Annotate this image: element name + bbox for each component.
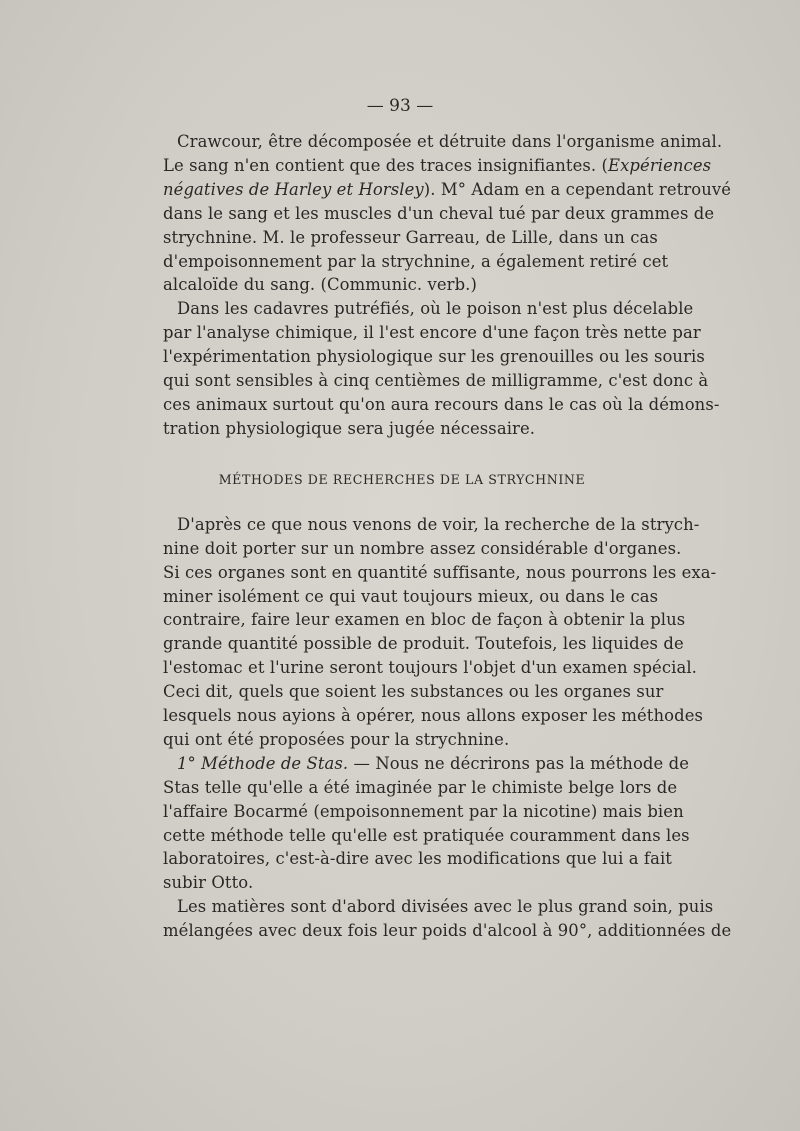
text-line [163, 752, 690, 776]
text-run: dans le sang et les muscles d'un cheval tué par deux grammes de [163, 203, 715, 223]
text-run: strychnine. M. le professeur Garreau, de Lille, dans un cas [163, 227, 658, 247]
text-run: Les matières sont d'abord divisées avec le plus grand soin, puis [177, 897, 714, 917]
paragraphs-before-heading [163, 130, 732, 441]
text-line [163, 154, 712, 178]
text-run: l'affaire Bocarmé (empoisonnement par la nicotine) mais bien [163, 801, 684, 821]
text-run: nine doit porter sur un nombre assez considérable d'organes. [163, 538, 682, 558]
text-run: ). M° Adam en a cependant retrouvé [423, 179, 732, 199]
text-run: Stas telle qu'elle a été imaginée par le chimiste belge lors de [163, 777, 678, 797]
text-run: l'estomac et l'urine seront toujours l'objet d'un examen spécial. [163, 658, 697, 678]
text-line [163, 393, 720, 417]
text-line [163, 178, 732, 202]
paragraph-p2 [163, 297, 720, 440]
text-line [163, 250, 669, 274]
text-run: Dans les cadavres putréfiés, où le poison n'est plus décelable [177, 299, 694, 319]
text-line [163, 656, 697, 680]
paragraph-p4 [163, 752, 690, 895]
text-line [163, 895, 714, 919]
section-heading: MÉTHODES DE RECHERCHES DE LA STRYCHNINE [218, 471, 586, 487]
text-line [163, 704, 704, 728]
text-run: Si ces organes sont en quantité suffisante, nous pourrons les exa- [163, 562, 717, 582]
text-line [163, 608, 686, 632]
text-run: subir Otto. [163, 873, 254, 893]
text-run: — Nous ne décrirons pas la méthode de [348, 753, 690, 773]
text-line [163, 847, 672, 871]
text-line [163, 776, 678, 800]
text-line [163, 369, 709, 393]
text-run: Crawcour, être décomposée et détruite dans l'organisme animal. [177, 132, 723, 151]
text-line [163, 561, 717, 585]
text-run: grande quantité possible de produit. Toutefois, les liquides de [163, 634, 684, 654]
text-line [163, 417, 641, 441]
text-line [163, 202, 715, 226]
text-run: qui ont été proposées pour la strychnine. [163, 729, 510, 749]
text-line [163, 824, 690, 848]
paragraph-p1 [163, 130, 732, 297]
page-number: — 93 — [366, 96, 434, 116]
text-run: Le sang n'en contient que des traces insignifiantes. ( [163, 155, 609, 175]
italic-run: 1° Méthode de Stas. [177, 753, 349, 773]
text-line [163, 345, 705, 369]
text-line [163, 585, 659, 609]
text-run: laboratoires, c'est-à-dire avec les modifications que lui a fait [163, 849, 672, 869]
paragraph-p5 [163, 895, 732, 943]
body-text [163, 130, 732, 943]
text-run: d'empoisonnement par la strychnine, a également retiré cet [163, 251, 669, 271]
italic-run: négatives de Harley et Horsley [163, 179, 424, 199]
text-run: alcaloïde du sang. (Communic. verb.) [163, 275, 477, 295]
text-run: l'expérimentation physiologique sur les grenouilles ou les souris [163, 347, 705, 367]
text-line [163, 800, 684, 824]
text-line [163, 680, 664, 704]
paragraph-p3 [163, 513, 717, 752]
text-line [163, 226, 658, 250]
paragraphs-after-heading [163, 513, 732, 943]
text-run: D'après ce que nous venons de voir, la recherche de la strych- [177, 514, 700, 534]
text-run: mélangées avec deux fois leur poids d'alcool à 90°, additionnées de [163, 921, 732, 941]
text-run: miner isolément ce qui vaut toujours mieux, ou dans le cas [163, 586, 659, 606]
text-run: lesquels nous ayions à opérer, nous allons exposer les méthodes [163, 706, 704, 726]
text-line [163, 130, 723, 154]
text-line [163, 728, 641, 752]
text-run: Ceci dit, quels que soient les substances ou les organes sur [163, 682, 664, 702]
text-line [163, 632, 684, 656]
text-line [163, 513, 700, 537]
text-run: ces animaux surtout qu'on aura recours dans le cas où la démons- [163, 394, 720, 414]
text-line [163, 297, 694, 321]
italic-run: Expériences [608, 155, 712, 175]
text-line [163, 273, 641, 297]
text-run: cette méthode telle qu'elle est pratiquée couramment dans les [163, 825, 690, 845]
text-line [163, 321, 701, 345]
text-line [163, 537, 682, 561]
text-line [163, 919, 732, 943]
text-run: tration physiologique sera jugée nécessaire. [163, 418, 536, 438]
text-line [163, 871, 641, 895]
text-run: qui sont sensibles à cinq centièmes de milligramme, c'est donc à [163, 371, 709, 391]
text-run: contraire, faire leur examen en bloc de façon à obtenir la plus [163, 610, 686, 630]
text-run: par l'analyse chimique, il l'est encore d'une façon très nette par [163, 323, 701, 343]
